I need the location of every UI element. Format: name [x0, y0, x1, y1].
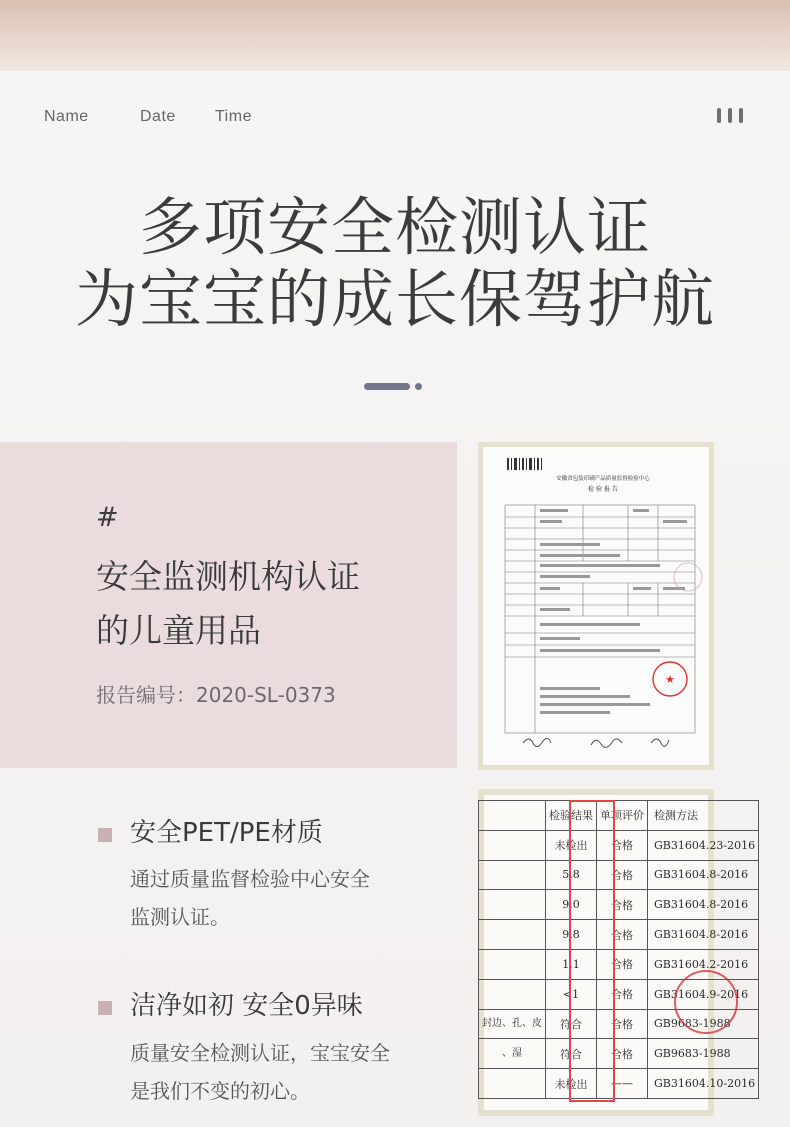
cert-title-line-1: 安全监测机构认证 — [96, 557, 360, 596]
table-row — [479, 920, 759, 950]
table-cell-eval: 合格 — [597, 830, 648, 860]
table-header-result: 检验结果 — [546, 801, 597, 831]
table-cell-eval: 合格 — [597, 860, 648, 890]
inspection-report-document — [483, 447, 709, 765]
table-cell-result: 符合 — [546, 1039, 597, 1069]
vertical-bars-menu-icon[interactable] — [716, 108, 750, 124]
report-faded-stamp — [674, 563, 702, 591]
svg-text:★: ★ — [665, 673, 675, 686]
table-cell-result: 1.1 — [546, 949, 597, 979]
table-row — [479, 1069, 759, 1099]
barcode — [507, 458, 542, 470]
table-cell-eval: 合格 — [597, 1039, 648, 1069]
feature-2-desc-line-2: 是我们不变的初心。 — [130, 1079, 310, 1103]
results-table-photo — [482, 795, 756, 1110]
table-cell-side — [479, 1069, 546, 1099]
table-cell-eval: —— — [597, 1069, 648, 1099]
report-center-name: 安徽省包装印刷产品质量监督检验中心 — [556, 476, 650, 482]
table-cell-side: 、湿 — [479, 1039, 546, 1069]
table-cell-eval: 合格 — [597, 890, 648, 920]
inspection-report-image — [478, 442, 714, 770]
table-cell-result: 未检出 — [546, 830, 597, 860]
table-cell-method: GB9683-1988 — [648, 1009, 759, 1039]
table-cell-side — [479, 920, 546, 950]
table-row — [479, 1039, 759, 1069]
table-cell-method: GB31604.8-2016 — [648, 890, 759, 920]
feature-1-desc — [130, 860, 450, 936]
table-cell-method: GB31604.8-2016 — [648, 860, 759, 890]
feature-1-title: 安全PET/PE材质 — [130, 818, 323, 848]
table-cell-result: 9.8 — [546, 920, 597, 950]
certification-panel — [0, 442, 457, 768]
table-cell-method: GB31604.23-2016 — [648, 830, 759, 860]
feature-2-title: 洁净如初 安全0异味 — [130, 991, 363, 1021]
table-cell-side — [479, 979, 546, 1009]
table-cell-result: 5.8 — [546, 860, 597, 890]
table-header-side — [479, 801, 546, 831]
table-cell-method: GB31604.9-2016 — [648, 979, 759, 1009]
table-row — [479, 860, 759, 890]
section-divider — [364, 383, 410, 390]
table-cell-result: 未检出 — [546, 1069, 597, 1099]
table-header-eval: 单项评价 — [597, 801, 648, 831]
table-cell-side: 封边、孔、皮 — [479, 1009, 546, 1039]
results-table — [478, 800, 759, 1099]
nav-date[interactable]: Date — [140, 108, 176, 125]
table-cell-result: <1 — [546, 979, 597, 1009]
table-header-row — [479, 801, 759, 831]
table-cell-side — [479, 860, 546, 890]
cert-title-line-2: 的儿童用品 — [96, 611, 261, 650]
table-red-stamp — [674, 970, 738, 1034]
table-cell-side — [479, 830, 546, 860]
table-header-method: 检测方法 — [648, 801, 759, 831]
nav-name[interactable]: Name — [44, 108, 89, 125]
table-row — [479, 830, 759, 860]
feature-2-desc — [130, 1034, 450, 1110]
feature-1-desc-line-1: 通过质量监督检验中心安全 — [130, 867, 370, 891]
feature-2-desc-line-1: 质量安全检测认证，宝宝安全 — [130, 1041, 390, 1065]
report-table-grid — [505, 505, 695, 733]
table-cell-method: GB9683-1988 — [648, 1039, 759, 1069]
report-signatures — [523, 738, 669, 747]
table-cell-method: GB31604.2-2016 — [648, 949, 759, 979]
top-decorative-band — [0, 0, 790, 71]
headline-line-1: 多项安全检测认证 — [139, 191, 651, 264]
report-doc-title: 检 验 报 告 — [588, 486, 618, 493]
feature-2-bullet — [98, 1001, 112, 1015]
table-cell-method: GB31604.10-2016 — [648, 1069, 759, 1099]
report-document-drawing — [483, 447, 709, 765]
top-nav — [0, 108, 790, 132]
nav-time[interactable]: Time — [215, 108, 252, 125]
table-cell-eval: 合格 — [597, 920, 648, 950]
table-cell-eval: 合格 — [597, 1009, 648, 1039]
feature-1-desc-line-2: 监测认证。 — [130, 905, 230, 929]
table-cell-eval: 合格 — [597, 979, 648, 1009]
table-cell-result: 9.0 — [546, 890, 597, 920]
headline-line-2: 为宝宝的成长保驾护航 — [75, 263, 715, 336]
hash-mark: # — [96, 502, 119, 533]
table-cell-side — [479, 890, 546, 920]
table-cell-side — [479, 949, 546, 979]
feature-1-bullet — [98, 828, 112, 842]
report-number: 报告编号：2020-SL-0373 — [96, 683, 336, 707]
table-cell-method: GB31604.8-2016 — [648, 920, 759, 950]
table-cell-result: 符合 — [546, 1009, 597, 1039]
results-table-image — [478, 789, 756, 1116]
section-divider-dot — [415, 383, 422, 390]
table-cell-eval: 合格 — [597, 949, 648, 979]
table-row — [479, 890, 759, 920]
